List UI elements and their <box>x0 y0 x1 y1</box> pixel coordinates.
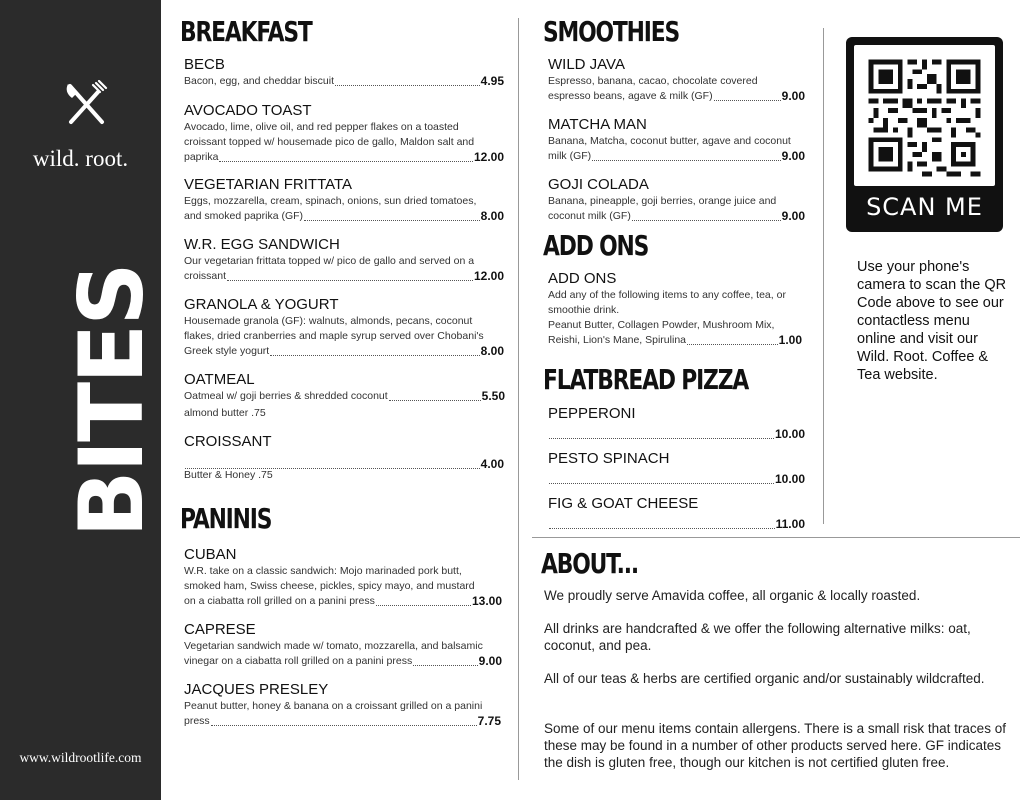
brand-name: wild. root. <box>32 146 129 171</box>
item-name: JACQUES PRESLEY <box>184 681 329 698</box>
addons-title: ADD ONS <box>543 229 649 262</box>
qr-code-card[interactable] <box>846 37 1003 232</box>
menu-item-becb <box>184 56 504 89</box>
menu-item-wild-java <box>548 56 805 104</box>
menu-item-fig-goat-cheese <box>548 495 805 532</box>
item-desc: Peanut butter, honey & banana on a croissant grilled on a panini <box>184 700 483 712</box>
item-desc: Banana, pineapple, goji berries, orange juice and <box>548 195 777 207</box>
item-price: 11.00 <box>775 517 805 531</box>
website-link[interactable]: www.wildrootlife.com <box>19 750 142 765</box>
item-desc: croissant <box>184 270 227 282</box>
item-name: GRANOLA & YOGURT <box>184 296 339 313</box>
item-price: 8.00 <box>480 344 504 358</box>
flatbread-title: FLATBREAD PIZZA <box>543 363 749 396</box>
about-title: ABOUT... <box>541 547 638 580</box>
menu-item-wr-egg-sandwich <box>184 236 504 284</box>
item-price: 10.00 <box>774 427 805 441</box>
item-price: 4.00 <box>480 457 504 471</box>
item-desc: Oatmeal w/ goji berries & shredded coconut <box>184 390 388 402</box>
about-paragraph: All of our teas & herbs are certified organic and/or sustainably wildcrafted. <box>544 671 985 686</box>
item-price: 9.00 <box>478 654 502 668</box>
item-desc: Peanut Butter, Collagen Powder, Mushroom Mix, <box>548 319 775 331</box>
breakfast-title: BREAKFAST <box>180 15 312 48</box>
item-desc: press <box>184 715 210 727</box>
item-price: 9.00 <box>781 149 805 163</box>
about-divider <box>532 537 1020 538</box>
item-desc: coconut milk (GF) <box>548 210 631 222</box>
about-paragraph: Some of our menu items contain allergens. There is a small risk that traces of these may be found in a number of other products served here. GF indicates the dish is gluten free, though our kitchen is not certified gluten free. <box>544 721 1006 770</box>
item-desc: flakes, dried cranberries and maple syrup served over Chobani's <box>184 330 484 342</box>
item-desc: espresso beans, agave & milk (GF) <box>548 90 713 102</box>
item-name: OATMEAL <box>184 371 255 388</box>
item-name: ADD ONS <box>548 270 617 287</box>
menu-item-caprese <box>184 621 502 669</box>
item-name: WILD JAVA <box>548 56 625 73</box>
menu-item-granola-yogurt <box>184 296 504 359</box>
item-desc: Banana, Matcha, coconut butter, agave and coconut <box>548 135 791 147</box>
item-price: 8.00 <box>480 209 504 223</box>
menu-item-vegetarian-frittata <box>184 176 504 224</box>
item-desc: and smoked paprika (GF) <box>184 210 304 222</box>
about-paragraph: We proudly serve Amavida coffee, all organic & locally roasted. <box>544 588 921 603</box>
item-desc: Reishi, Lion's Mane, Spirulina <box>548 334 686 346</box>
menu-item-pepperoni <box>548 405 805 442</box>
item-desc: Eggs, mozzarella, cream, spinach, onions, sun dried tomatoes, <box>184 195 477 207</box>
item-desc: Vegetarian sandwich made w/ tomato, mozzarella, and balsamic <box>184 640 483 652</box>
item-desc: Bacon, egg, and cheddar biscuit <box>184 75 335 87</box>
item-desc: Avocado, lime, olive oil, and red pepper flakes on a toasted <box>184 121 459 133</box>
item-name: AVOCADO TOAST <box>184 102 312 119</box>
sidebar <box>0 0 161 800</box>
item-desc: W.R. take on a classic sandwich: Mojo marinaded pork butt, <box>184 565 462 577</box>
qr-code-icon <box>854 45 995 186</box>
item-name: W.R. EGG SANDWICH <box>184 236 340 253</box>
item-desc: smoothie drink. <box>548 304 620 316</box>
qr-instructions: Use your phone's camera to scan the QR Code above to see our contactless menu online and visit our Wild. Root. Coffee & Tea website. <box>857 259 1007 383</box>
item-price: 9.00 <box>781 209 805 223</box>
item-price: 9.00 <box>781 89 805 103</box>
item-price: 7.75 <box>477 714 501 728</box>
item-price: 12.00 <box>473 150 504 164</box>
paninis-title: PANINIS <box>180 502 272 535</box>
menu-title: BITES <box>60 264 163 538</box>
item-price: 10.00 <box>774 472 805 486</box>
menu-item-oatmeal <box>184 371 505 404</box>
item-name: CAPRESE <box>184 621 256 638</box>
item-name: PEPPERONI <box>548 405 636 422</box>
item-desc: croissant topped w/ housemade pico de gallo, Maldon salt and <box>184 136 475 148</box>
smoothies-title: SMOOTHIES <box>543 15 680 48</box>
item-price: 1.00 <box>778 333 802 347</box>
item-price: 4.95 <box>480 74 504 88</box>
menu-item-matcha-man <box>548 116 805 164</box>
menu-item-cuban <box>184 546 502 609</box>
about-paragraph: All drinks are handcrafted & we offer the following alternative milks: oat, coconut, and pea. <box>544 621 971 653</box>
item-desc: Greek style yogurt <box>184 345 270 357</box>
item-desc: vinegar on a ciabatta roll grilled on a panini press <box>184 655 413 667</box>
item-name: FIG & GOAT CHEESE <box>548 495 699 512</box>
menu-item-croissant <box>184 433 504 472</box>
item-name: BECB <box>184 56 225 73</box>
item-extra: almond butter .75 <box>184 407 266 419</box>
item-desc: Our vegetarian frittata topped w/ pico de gallo and served on a <box>184 255 475 267</box>
item-desc: on a ciabatta roll grilled on a panini press <box>184 595 375 607</box>
fork-knife-icon <box>62 80 110 128</box>
item-name: GOJI COLADA <box>548 176 649 193</box>
item-desc: milk (GF) <box>548 150 592 162</box>
item-price: 13.00 <box>471 594 502 608</box>
menu-item-goji-colada <box>548 176 805 224</box>
menu-item-jacques-presley <box>184 681 501 729</box>
item-extra: Butter & Honey .75 <box>184 469 273 481</box>
item-name: VEGETARIAN FRITTATA <box>184 176 353 193</box>
menu-item-avocado-toast <box>184 102 504 165</box>
item-price: 5.50 <box>481 389 505 403</box>
menu-item-add-ons <box>548 270 802 348</box>
item-name: CUBAN <box>184 546 237 563</box>
item-desc: Add any of the following items to any coffee, tea, or <box>548 289 786 301</box>
scan-me-label: SCAN ME <box>866 193 983 221</box>
item-name: PESTO SPINACH <box>548 450 670 467</box>
item-name: MATCHA MAN <box>548 116 647 133</box>
item-desc: Espresso, banana, cacao, chocolate covered <box>548 75 758 87</box>
column-divider-left <box>518 18 519 780</box>
item-price: 12.00 <box>473 269 504 283</box>
menu-item-pesto-spinach <box>548 450 805 487</box>
item-desc: Housemade granola (GF): walnuts, almonds, pecans, coconut <box>184 315 473 327</box>
item-desc: smoked ham, Swiss cheese, pickles, spicy mayo, and mustard <box>184 580 475 592</box>
item-name: CROISSANT <box>184 433 272 450</box>
column-divider-right <box>823 28 824 524</box>
item-desc: paprika <box>184 151 219 163</box>
